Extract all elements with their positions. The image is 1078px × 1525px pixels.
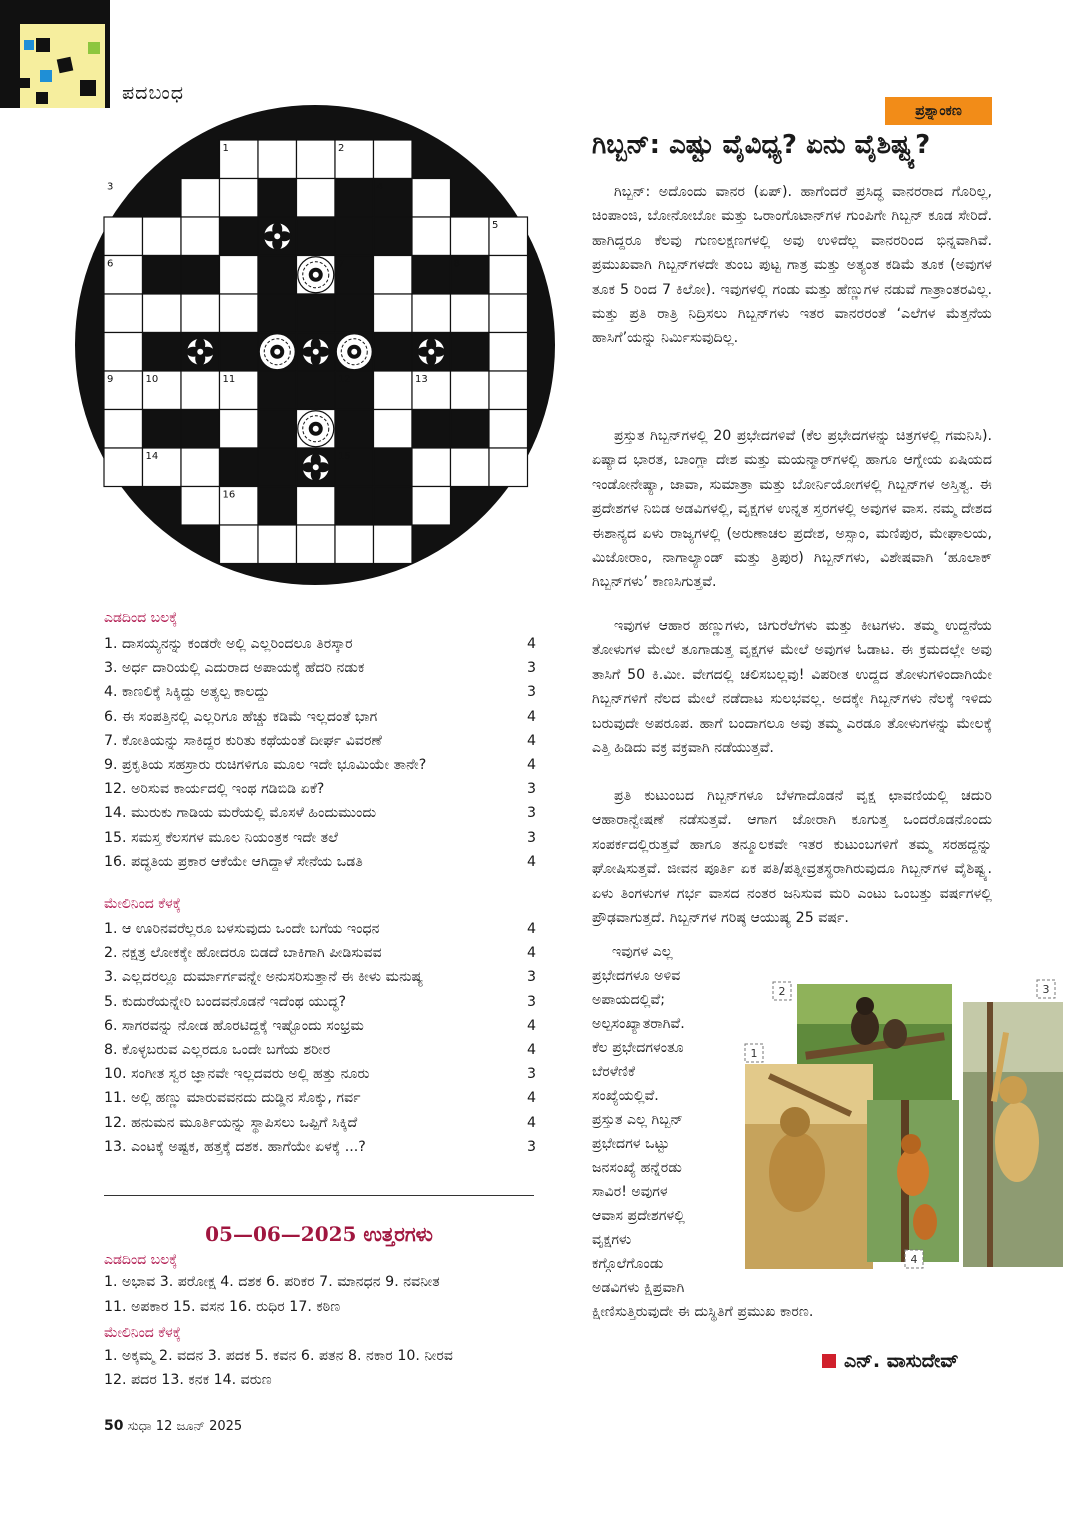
clue-text: 9. ಪ್ರಕೃತಿಯ ಸಹಸ್ರಾರು ರುಚಿಗಳಿಗೂ ಮೂಲ ಇದೇ ಭೂಮಿಯೇ ತಾನೇ? [104,756,427,773]
crossword-block [374,217,413,256]
article-paragraph: ಪ್ರತಿ ಕುಟುಂಬದ ಗಿಬ್ಬನ್‌ಗಳೂ ಬೆಳಗಾದೊಡನೆ ವೃಕ್ಷ ಛಾವಣಿಯಲ್ಲಿ ಚದುರಿ ಆಹಾರಾನ್ವೇಷಣೆ ನಡೆಸುತ್ತವೆ. ಆಗಾಗ ಜೋರಾಗಿ ಕೂಗುತ್ತ ಒಂದರೊಡನೊಂದು ಸಂಪರ್ಕದಲ್ಲಿರುತ್ತವೆ ಹಾಗೂ ತನ್ಮೂಲಕವೇ ಇತರ ಕುಟುಂಬಗಳಿಗೆ ತಮ್ಮ ಸರಹದ್ದನ್ನು ಘೋಷಿಸುತ್ತವೆ. ಜೀವನ ಪೂರ್ತಿ ಏಕ ಪತಿ/ಪತ್ನೀವ್ರತಸ್ಥರಾಗಿರುವುದೂ ಗಿಬ್ಬನ್‌ಗಳ ವೈಶಿಷ್ಟ್ಯ. ಏಳು ತಿಂಗಳುಗಳ ಗರ್ಭ ವಾಸದ ನಂತರ ಜನಿಸುವ ಮರಿ ಎಂಟು ಒಂಬತ್ತು ವರ್ಷಗಳಲ್ಲಿ ಪ್ರೌಢವಾಗುತ್ತದೆ. ಗಿಬ್ಬನ್‌ಗಳ ಗರಿಷ್ಠ ಆಯುಷ್ಯ 25 ವರ್ಷ. [592,788,992,927]
crossword-block [412,256,451,295]
crossword-block [220,448,259,487]
crossword-block [181,256,220,295]
crossword-cell [104,448,143,487]
crossword-cell [335,525,374,564]
logo-square-green-1 [88,42,100,54]
magazine-name: ಸುಧಾ [127,1419,152,1434]
clue-text: 6. ಈ ಸಂಪತ್ತಿನಲ್ಲಿ ಎಲ್ಲರಿಗೂ ಹೆಚ್ಚು ಕಡಿಮೆ ಇಲ್ಲದಂತೆ ಭಾಗ [104,708,378,725]
crossword-block [335,410,374,449]
answers-down-line: 12. ಪದರ 13. ಕನಕ 14. ವರುಣ [104,1372,272,1388]
crossword-cell [220,525,259,564]
crossword-clue-number: 15 [338,451,351,462]
clue-item [104,1062,536,1086]
clue-text: 16. ಪದ್ಧತಿಯ ಪ್ರಕಾರ ಆಕೆಯೇ ಆಗಿದ್ದಾಳೆ ಸೇನೆಯ ಒಡತಿ [104,853,363,870]
clue-item [104,826,536,850]
photo-label-2-text: 2 [778,985,786,998]
crossword-block [220,217,259,256]
author-marker-icon [822,1354,836,1368]
clue-text: 8. ಕೊಳ್ಳಬರುವ ಎಲ್ಲರದೂ ಒಂದೇ ಬಗೆಯ ಶರೀರ [104,1041,331,1058]
page-footer [104,1418,242,1434]
across-clue-list [104,632,536,874]
section-logo [0,0,110,108]
crossword-cell [451,217,490,256]
article-line: ಅಪಾಯದಲ್ಲಿವೆ; [592,992,665,1008]
crossword-cell [143,217,182,256]
crossword-cell [104,410,143,449]
crossword-clue-number: 7 [338,258,345,270]
crossword-block [258,448,297,487]
crossword-cell [297,487,336,526]
crossword-block [297,371,336,410]
clue-item [104,941,536,965]
crossword-clue-number: 11 [222,374,236,385]
clue-length: 3 [526,969,536,986]
crossword-clue-number: 4 [376,181,383,193]
crossword-cell [489,294,528,333]
author-byline [822,1350,959,1372]
answers-down-heading: ಮೇಲಿನಿಂದ ಕೆಳಕ್ಕೆ [104,1325,181,1341]
clue-item [104,656,536,680]
article-line: ಬೆರಳೆಣಿಕೆ [592,1064,636,1080]
clue-item [104,850,536,874]
crossword-cell [451,371,490,410]
rosette-ornament-icon [298,411,334,447]
photo-label-1-text: 1 [750,1047,758,1060]
crossword-block [143,256,182,295]
clue-text: 6. ಸಾಗರವನ್ನು ನೋಡ ಹೊರಟಿದ್ದಕ್ಕೆ ಇಷ್ಟೊಂದು ಸಂಭ್ರಮ [104,1017,364,1034]
clue-length: 4 [526,853,536,870]
clue-length: 4 [526,756,536,773]
crossword-clue-number: 5 [492,220,499,231]
crossword-cell [104,333,143,372]
crossword-cell [104,217,143,256]
crossword-block [374,487,413,526]
answers-title: 05—06—2025 ಉತ್ತರಗಳು [205,1222,433,1246]
logo-square-black-5 [20,78,30,88]
photo-label-2 [773,982,791,1000]
crossword-clue-number: 8 [453,258,460,270]
crossword-cell [297,179,336,218]
clue-length: 3 [526,829,536,846]
clue-item [104,801,536,825]
article-line: ಪ್ರಸ್ತುತ ಎಲ್ಲ ಗಿಬ್ಬನ್ [592,1112,683,1128]
down-clue-list [104,917,536,1159]
crossword-cell [374,256,413,295]
clue-text: 12. ಅರಿಸುವ ಕಾರ್ಯದಲ್ಲಿ ಇಂಥ ಗಡಿಬಿಡಿ ಏಕೆ? [104,781,325,798]
crossword-block [258,294,297,333]
crossword-cell [374,294,413,333]
issue-date: 12 ಜೂನ್ 2025 [155,1419,243,1434]
across-heading: ಎಡದಿಂದ ಬಲಕ್ಕೆ [104,610,178,626]
logo-square-black-1 [36,38,50,52]
answers-across-line: 1. ಅಭಾವ 3. ಪರೋಕ್ಷ 4. ದಶಕ 6. ಪರಿಕರ 7. ಮಾನಧನ 9. ನವನೀತ [104,1274,440,1290]
author-name: ಎನ್. ವಾಸುದೇವ್ [844,1350,959,1372]
gibbon-photo-collage [735,972,1071,1277]
crossword-cell [374,525,413,564]
crossword-cell [220,256,259,295]
photo-label-4-text: 4 [910,1253,918,1266]
crossword-cell [489,448,528,487]
article-paragraph: ಗಿಬ್ಬನ್: ಅದೊಂದು ವಾನರ (ಏಪ್). ಹಾಗೆಂದರೆ ಪ್ರಸಿದ್ಧ ವಾನರರಾದ ಗೊರಿಲ್ಲ, ಚಿಂಪಾಂಜಿ, ಬೋನೋಬೋ ಮತ್ತು ಒರಾಂಗೊಟಾನ್‌ಗಳ ಗುಂಪಿಗೇ ಗಿಬ್ಬನ್ ಕೂಡ ಸೇರಿದೆ. ಹಾಗಿದ್ದರೂ ಕೆಲವು ಗುಣಲಕ್ಷಣಗಳಲ್ಲಿ ಅವು ಉಳಿದೆಲ್ಲ ವಾನರರಿಂದ ಭಿನ್ನವಾಗಿವೆ. ಪ್ರಮುಖವಾಗಿ ಗಿಬ್ಬನ್‌ಗಳದೇ ತುಂಬ ಪುಟ್ಟ ಗಾತ್ರ ಮತ್ತು ಅತ್ಯಂತ ಕಡಿಮೆ ತೂಕ (ಅವುಗಳ ತೂಕ 5 ರಿಂದ 7 ಕಿಲೋ). ಇವುಗಳಲ್ಲಿ ಗಂಡು ಮತ್ತು ಹೆಣ್ಣುಗಳ ನಡುವೆ ಗಾತ್ರಾಂತರವಿಲ್ಲ. ಮತ್ತು ಪ್ರತಿ ರಾತ್ರಿ ನಿದ್ರಿಸಲು ಗಿಬ್ಬನ್‌ಗಳು ಇತರ ವಾನರರಂತೆ ‘ಎಲೆಗಳ ಮೆತ್ತನೆಯ ಹಾಸಿಗೆ’ಯನ್ನು ನಿರ್ಮಿಸುವುದಿಲ್ಲ. [592,184,992,347]
photo-label-1 [745,1044,763,1062]
crossword-cell [412,217,451,256]
crossword-cell [374,140,413,179]
clue-text: 7. ಕೋತಿಯನ್ನು ಸಾಕಿದ್ದರ ಕುರಿತು ಕಥೆಯಂತೆ ದೀರ್ಘ ವಿವರಣೆ [104,732,382,749]
crossword-cell [181,217,220,256]
photo-label-3 [1037,980,1055,998]
crossword-cell [143,294,182,333]
crossword-block [181,410,220,449]
article-line: ಕ್ಷೀಣಿಸುತ್ತಿರುವುದೇ ಈ ದುಸ್ಥಿತಿಗೆ ಪ್ರಮುಖ ಕಾರಣ. [592,1304,814,1320]
crossword-cell [258,525,297,564]
section-label: ಪದಬಂಧ [122,82,185,104]
crossword-cell [489,333,528,372]
clue-item [104,917,536,941]
clue-length: 4 [526,732,536,749]
clue-text: 3. ಎಲ್ಲದರಲ್ಲೂ ದುರ್ಮಾರ್ಗವನ್ನೇ ಅನುಸರಿಸುತ್ತಾನೆ ಈ ಕೀಳು ಮನುಷ್ಯ [104,969,424,986]
crossword-clue-number: 12 [338,374,351,385]
clue-item [104,680,536,704]
crossword-block [258,410,297,449]
article-line: ಪ್ರಭೇದಗಳ ಒಟ್ಟು [592,1136,670,1152]
article-paragraph: ಇವುಗಳ ಆಹಾರ ಹಣ್ಣುಗಳು, ಚಿಗುರೆಲೆಗಳು ಮತ್ತು ಕೀಟಗಳು. ತಮ್ಮ ಉದ್ದನೆಯ ತೋಳುಗಳ ಮೇಲೆ ತೂಗಾಡುತ್ತ ವೃಕ್ಷಗಳ ಮೇಲೆ ಅವುಗಳ ಓಡಾಟ. ಈ ಕ್ರಮದಲ್ಲೇ ಅವು ತಾಸಿಗೆ 50 ಕಿ.ಮೀ. ವೇಗದಲ್ಲಿ ಚಲಿಸಬಲ್ಲವು! ವಿಪರೀತ ಉದ್ದದ ತೋಳುಗಳಿಂದಾಗಿಯೇ ಗಿಬ್ಬನ್‌ಗಳಿಗೆ ನೆಲದ ಮೇಲೆ ನಡೆದಾಟ ಸುಲಭವಲ್ಲ. ಅದಕ್ಕೇ ಗಿಬ್ಬನ್‌ಗಳು ನೆಲಕ್ಕೆ ಇಳಿದು ಬರುವುದೇ ಅಪರೂಪ. ಹಾಗೆ ಬಂದಾಗಲೂ ಅವು ತಮ್ಮ ಎರಡೂ ತೋಳುಗಳನ್ನು ಮೇಲಕ್ಕೆ ಎತ್ತಿ ಹಿಡಿದು ವಕ್ರ ವಕ್ರವಾಗಿ ನಡೆಯುತ್ತವೆ. [592,618,992,757]
clue-length: 4 [526,1017,536,1034]
clue-text: 4. ಕಾಣಲಿಕ್ಕೆ ಸಿಕ್ಕಿದ್ದು ಅತ್ಯಲ್ಪ ಕಾಲದ್ದು [104,684,270,701]
crossword-clue-number: 2 [338,143,345,154]
article-line: ಇವುಗಳ ಎಲ್ಲ [612,944,673,960]
clue-length: 4 [526,1041,536,1058]
crossword-block [451,410,490,449]
crossword-cell [451,294,490,333]
clue-length: 3 [526,805,536,822]
crossword-block [258,179,297,218]
crossword-cell [181,179,220,218]
crossword-block [374,448,413,487]
gibbon-photo-4 [867,1100,959,1262]
clue-length: 3 [526,1138,536,1155]
crossword-clue-number: 1 [222,143,229,154]
article-line: ಸಂಖ್ಯೆಯಲ್ಲಿವೆ. [592,1088,659,1104]
clue-item [104,753,536,777]
crossword-cell [412,448,451,487]
clue-item [104,777,536,801]
clue-text: 1. ದಾಸಯ್ಯನನ್ನು ಕಂಡರೇ ಅಲ್ಲಿ ಎಲ್ಲರಿಂದಲೂ ತಿರಸ್ಕಾರ [104,636,353,652]
crossword-block [335,487,374,526]
clue-text: 1. ಆ ಊರಿನವರೆಲ್ಲರೂ ಬಳಸುವುದು ಒಂದೇ ಬಗೆಯ ಇಂಧನ [104,921,380,937]
crossword-cell [412,179,451,218]
rosette-ornament-icon [336,334,372,370]
crossword-block [220,333,259,372]
rosette-ornament-icon [298,257,334,293]
crossword-block [258,371,297,410]
logo-square-black-2 [57,57,74,74]
crossword-clue-number: 10 [145,374,159,385]
crossword-cell [489,410,528,449]
clue-length: 3 [526,993,536,1010]
answers-across-heading: ಎಡದಿಂದ ಬಲಕ್ಕೆ [104,1252,178,1268]
article-line: ಕಗ್ಗೊಲೆಗೊಂಡು [592,1256,664,1272]
clue-length: 3 [526,660,536,677]
crossword-clue-number: 16 [222,489,236,501]
article-paragraph: ಪ್ರಸ್ತುತ ಗಿಬ್ಬನ್‌ಗಳಲ್ಲಿ 20 ಪ್ರಭೇದಗಳಿವೆ (ಕೆಲ ಪ್ರಭೇದಗಳನ್ನು ಚಿತ್ರಗಳಲ್ಲಿ ಗಮನಿಸಿ). ಏಷ್ಯಾದ ಭಾರತ, ಬಾಂಗ್ಲಾ ದೇಶ ಮತ್ತು ಮಯನ್ಮಾರ್‌ಗಳಲ್ಲಿ ಹಾಗೂ ಆಗ್ನೇಯ ಏಷಿಯದ ಇಂಡೋನೇಷ್ಯಾ, ಜಾವಾ, ಸುಮಾತ್ರಾ ಮತ್ತು ಬೋರ್ನಿಯೋಗಳಲ್ಲಿ ಗಿಬ್ಬನ್‌ಗಳ ಅಸ್ತಿತ್ವ. ಈ ಪ್ರದೇಶಗಳ ನಿಬಿಡ ಅಡವಿಗಳಲ್ಲಿ, ವೃಕ್ಷಗಳ ಉನ್ನತ ಸ್ತರಗಳಲ್ಲಿ ಅವುಗಳ ವಾಸ. ನಮ್ಮ ದೇಶದ ಈಶಾನ್ಯದ ಏಳು ರಾಜ್ಯಗಳಲ್ಲಿ (ಅರುಣಾಚಲ ಪ್ರದೇಶ, ಅಸ್ಸಾಂ, ಮಣಿಪುರ, ಮೇಘಾಲಯ, ಮಿಜೋರಾಂ, ನಾಗಾಲ್ಯಾಂಡ್ ಮತ್ತು ತ್ರಿಪುರ) ಗಿಬ್ಬನ್‌ಗಳು, ವಿಶೇಷವಾಗಿ ‘ಹೂಲಾಕ್ ಗಿಬ್ಬನ್‌ಗಳು’ ಕಾಣಸಿಗುತ್ತವೆ. [592,428,992,591]
crossword-clue-number: 13 [415,374,428,385]
crossword-cell [374,371,413,410]
crossword-block [258,487,297,526]
clue-text: 5. ಕುದುರೆಯನ್ನೇರಿ ಬಂದವನೊಡನೆ ಇದೆಂಥ ಯುದ್ಧ? [104,993,347,1010]
crossword-clue-number: 9 [107,374,114,385]
article-line: ಜನಸಂಖ್ಯೆ ಹನ್ನೆರಡು [592,1160,682,1176]
clue-text: 11. ಅಲ್ಲಿ ಹಣ್ಣು ಮಾರುವವನದು ದುಡ್ಡಿನ ಸೊಕ್ಕು, ಗರ್ವ [104,1090,361,1107]
crossword-clue-number: 6 [107,258,114,270]
crossword-cell [181,371,220,410]
crossword-block [297,294,336,333]
crossword-block [335,217,374,256]
crossword-cell [181,448,220,487]
clue-text: 2. ನಕ್ಷತ್ರ ಲೋಕಕ್ಕೇ ಹೋದರೂ ಬಿಡದೆ ಬಾಕಿಗಾಗಿ ಪೀಡಿಸುವವ [104,945,382,962]
clue-item [104,965,536,989]
crossword-cell [220,179,259,218]
logo-square-black-4 [36,92,48,104]
crossword-block [335,179,374,218]
crossword-cell [181,294,220,333]
crossword-cell [297,140,336,179]
clue-length: 4 [526,636,536,652]
crossword-block [297,217,336,256]
crossword-cell [258,140,297,179]
clue-length: 4 [526,1090,536,1107]
article-line: ಕೆಲ ಪ್ರಭೇದಗಳಂತೂ [592,1040,684,1056]
crossword-cell [412,487,451,526]
article-line: ಅಡವಿಗಳು ಕ್ಷಿಪ್ರವಾಗಿ [592,1280,685,1296]
clue-item [104,1135,536,1159]
crossword-cell [297,525,336,564]
section-divider [104,1195,534,1196]
clue-item [104,990,536,1014]
photo-label-3-text: 3 [1042,983,1050,996]
clue-length: 3 [526,684,536,701]
clue-text: 14. ಮುರುಕು ಗಾಡಿಯ ಮರೆಯಲ್ಲಿ ಮೊಸಳೆ ಹಿಂದುಮುಂದು [104,805,377,822]
answers-down-line: 1. ಅಕ್ಕಮ್ಮ 2. ವದನ 3. ಪದಕ 5. ಕವನ 6. ಪತನ 8. ನಕಾರ 10. ನೀರವ [104,1348,453,1364]
crossword-clue-number: 3 [107,181,114,193]
crossword-block [335,294,374,333]
crossword-puzzle [70,100,560,590]
article-line: ವೃಕ್ಷಗಳು [592,1232,632,1248]
clue-length: 4 [526,1114,536,1131]
clue-length: 4 [526,945,536,962]
clue-length: 3 [526,781,536,798]
article-title: ಗಿಬ್ಬನ್: ಎಷ್ಟು ವೈವಿಧ್ಯ? ಏನು ವೈಶಿಷ್ಟ್ಯ? [592,130,931,160]
logo-square-black-3 [80,80,96,96]
article-line: ಆವಾಸ ಪ್ರದೇಶಗಳಲ್ಲಿ [592,1208,685,1224]
crossword-cell [104,294,143,333]
logo-square-blue-2 [40,70,52,82]
clue-text: 15. ಸಮಸ್ತ ಕೆಲಸಗಳ ಮೂಲ ನಿಯಂತ್ರಕ ಇದೇ ತಲೆ [104,829,338,846]
clue-text: 3. ಅರ್ಧ ದಾರಿಯಲ್ಲಿ ಎದುರಾದ ಅಪಾಯಕ್ಕೆ ಹೆದರಿ ನಡುಕ [104,660,365,677]
clue-item [104,1086,536,1110]
crossword-cell [220,294,259,333]
answers-across-line: 11. ಅಪಕಾರ 15. ವಸನ 16. ರುಧಿರ 17. ಕಠಿಣ [104,1299,341,1315]
gibbon-photo-3 [963,1002,1063,1267]
rosette-ornament-icon [259,334,295,370]
clue-length: 4 [526,921,536,937]
article-line: ಅಲ್ಪಸಂಖ್ಯಾತರಾಗಿವೆ. [592,1016,685,1032]
gibbon-photo-1 [745,1064,873,1269]
clue-item [104,1014,536,1038]
page-number: 50 [104,1418,124,1434]
clue-length: 3 [526,1066,536,1083]
article-line: ಪ್ರಭೇದಗಳೂ ಅಳಿವ [592,968,681,984]
crossword-cell [489,256,528,295]
clue-item [104,729,536,753]
crossword-block [412,410,451,449]
clue-item [104,632,536,656]
logo-square-blue-1 [24,40,34,50]
crossword-cell [220,410,259,449]
crossword-block [143,333,182,372]
crossword-cell [451,448,490,487]
crossword-cell [412,294,451,333]
crossword-cell [489,371,528,410]
article-line: ಸಾವಿರ! ಅವುಗಳ [592,1184,668,1200]
clue-item [104,1111,536,1135]
clue-item [104,1038,536,1062]
clue-text: 12. ಹನುಮನ ಮೂರ್ತಿಯನ್ನು ಸ್ಥಾಪಿಸಲು ಒಪ್ಪಿಗೆ ಸಿಕ್ಕಿದೆ [104,1114,358,1131]
clue-text: 10. ಸಂಗೀತ ಸ್ವರ ಜ್ಞಾನವೇ ಇಲ್ಲದವರು ಅಲ್ಲಿ ಹತ್ತು ನೂರು [104,1066,370,1083]
column-tag: ಪ್ರಶ್ನಾಂಕಣ [885,97,992,125]
crossword-cell [374,410,413,449]
crossword-block [143,410,182,449]
photo-label-4 [905,1250,923,1268]
crossword-block [451,333,490,372]
clue-text: 13. ಎಂಟಕ್ಕೆ ಅಷ್ಟಕ, ಹತ್ತಕ್ಕೆ ದಶಕ. ಹಾಗೆಯೇ ಏಳಕ್ಕೆ ...? [104,1138,366,1155]
crossword-block [374,333,413,372]
crossword-clue-number: 14 [145,451,159,462]
clue-length: 4 [526,708,536,725]
clue-item [104,705,536,729]
crossword-cell [181,487,220,526]
crossword-block [258,256,297,295]
down-heading: ಮೇಲಿನಿಂದ ಕೆಳಕ್ಕೆ [104,896,181,912]
